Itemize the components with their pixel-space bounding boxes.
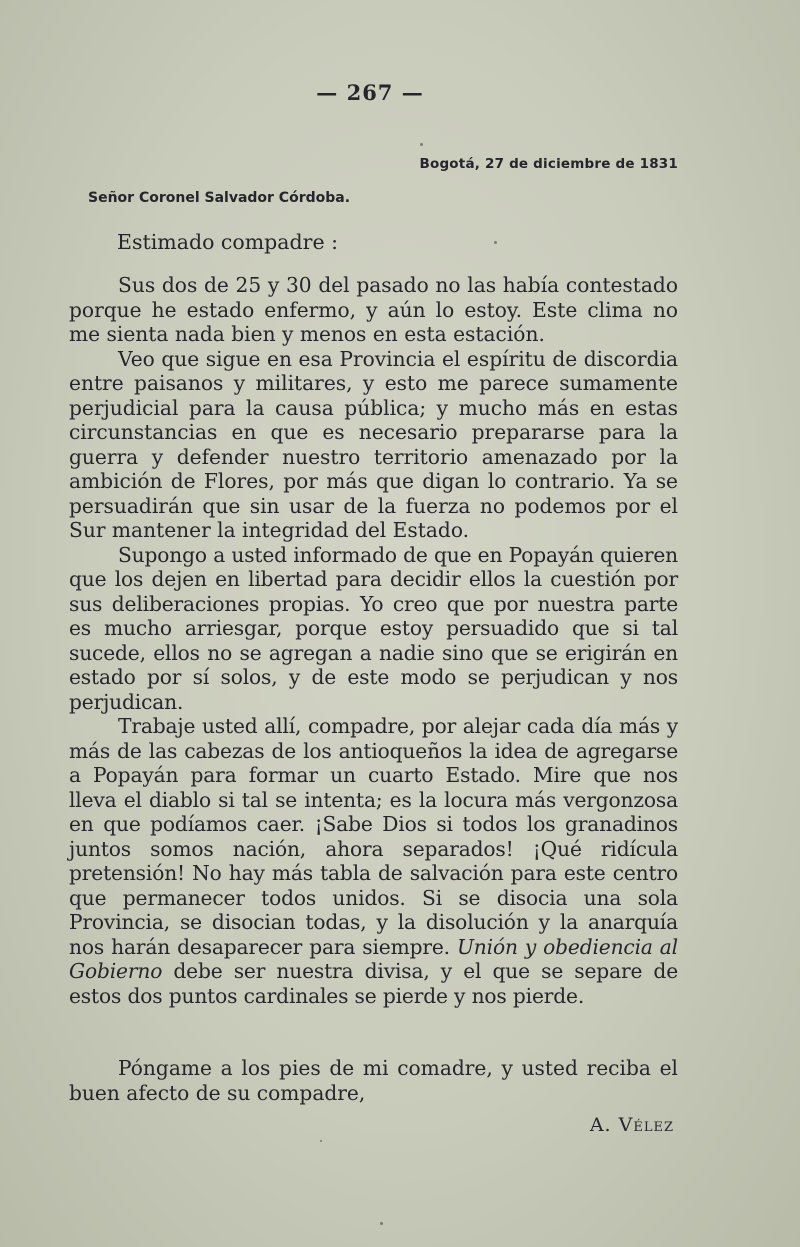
letter-salutation: Estimado compadre : bbox=[117, 230, 339, 254]
paper-speck bbox=[320, 1140, 322, 1142]
page-number: — 267 — bbox=[316, 80, 424, 105]
paragraph-2: Veo que sigue en esa Provincia el espíritu de discordia entre paisanos y militares, y esto me parece sumamente perjudicial para la causa pública; y mucho más en estas circunstancias en que es necesario prepararse para la guerra y defender nuestro territorio amenazado por la ambición de Flores, por más que digan lo contrario. Ya se persuadirán que sin usar de la fuerza no podemos por el Sur mantener la integridad del Estado. bbox=[69, 346, 678, 542]
letter-signature bbox=[590, 1114, 674, 1136]
paragraph-4-text-end: debe ser nuestra divisa, y el que se separe de estos dos puntos cardinales se pierde y nos pierde. bbox=[69, 959, 678, 1008]
closing-paragraph: Póngame a los pies de mi comadre, y usted reciba el buen afecto de su compadre, bbox=[69, 1056, 678, 1105]
paragraph-1: Sus dos de 25 y 30 del pasado no las había contestado porque he estado enfermo, y aún lo estoy. Este clima no me sienta nada bien y menos en esta estación. bbox=[69, 273, 678, 346]
paragraph-3: Supongo a usted informado de que en Popayán quieren que los dejen en libertad para decidir ellos la cuestión por sus deliberaciones propias. Yo creo que por nuestra parte es mucho arriesgar, porque estoy persuadido que si tal sucede, ellos no se agregan a nadie sino que se erigirán en estado por sí solos, y de este modo se perjudican y nos perjudican. bbox=[69, 542, 678, 714]
paragraph-4 bbox=[69, 714, 678, 1008]
signature-surname: Vélez bbox=[618, 1114, 674, 1136]
letter-body bbox=[69, 273, 678, 1008]
letter-dateline: Bogotá, 27 de diciembre de 1831 bbox=[419, 156, 678, 172]
paragraph-4-italic-motto: Unión y obediencia al Gobierno bbox=[69, 934, 678, 983]
paragraph-4-text-start: Trabaje usted allí, compadre, por alejar cada día más y más de las cabezas de los antioqueños la idea de agregarse a Popayán para formar un cuarto Estado. Mire que nos lleva el diablo si tal se intenta; es la locura más vergonzosa en que podíamos caer. ¡Sabe Dios si todos los granadinos juntos somos nación, ahora separados! ¡Qué ridícula pretensión! No hay más tabla de salvación para este centro que permanecer todos unidos. Si se disocia una sola Provincia, se disocian todas, y la disolución y la anarquía nos harán desaparecer para siempre. bbox=[69, 714, 678, 959]
letter-closing bbox=[69, 1056, 678, 1105]
paper-speck bbox=[380, 1222, 383, 1225]
letter-addressee: Señor Coronel Salvador Córdoba. bbox=[88, 190, 351, 206]
signature-initial: A. bbox=[589, 1114, 619, 1136]
paper-speck bbox=[494, 241, 497, 244]
paper-speck bbox=[420, 143, 423, 146]
